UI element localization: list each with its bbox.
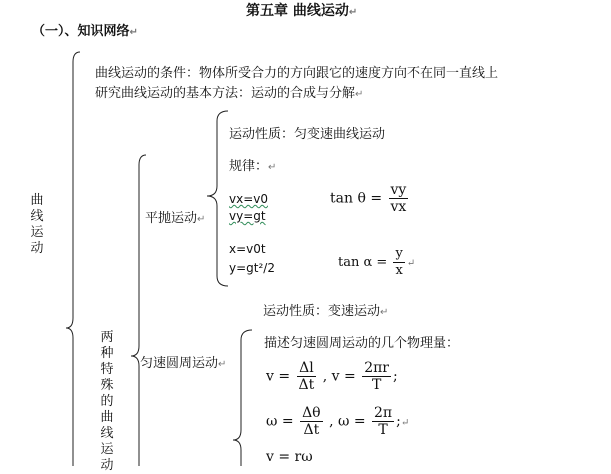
condition-text: 曲线运动的条件：物体所受合力的方向跟它的速度方向不在同一直线上 <box>95 66 499 81</box>
formula-vx: vx=v0 <box>229 192 268 206</box>
circular-label: 匀速圆周运动↵ <box>140 356 227 371</box>
method-text: 研究曲线运动的基本方法：运动的合成与分解↵ <box>95 86 364 101</box>
projectile-label: 平抛运动↵ <box>145 211 206 226</box>
circular-nature: 运动性质：变速运动↵ <box>263 304 389 319</box>
circular-describe: 描述匀速圆周运动的几个物理量： <box>264 336 460 351</box>
projectile-nature: 运动性质：匀变速曲线运动 <box>229 127 386 142</box>
formula-tan-alpha: tan α = $\frac{y}{x}$ ↵ <box>338 246 416 278</box>
formula-tan-theta: tan θ = $\frac{vy}{vx}$ <box>330 182 407 215</box>
root-label: 曲线运动 <box>30 193 44 256</box>
root-brace <box>66 52 80 466</box>
special-brace <box>131 155 146 466</box>
formula-y: y=gt²/2 <box>229 261 275 275</box>
formula-v-rw: v = rω <box>266 449 313 465</box>
chapter-title: 第五章 曲线运动↵ <box>246 3 358 19</box>
formula-x: x=v0t <box>229 242 266 256</box>
formula-velocity: v = $\frac{\Delta l}{\Delta t}$ , v = $\frac{2\pi r}{T}$ ; <box>266 360 398 393</box>
formula-vy: vy=gt <box>229 209 266 223</box>
projectile-law-label: 规律：↵ <box>229 159 277 174</box>
circular-brace <box>233 330 252 466</box>
projectile-brace <box>207 111 228 286</box>
section-title: （一）、知识网络↵ <box>32 24 138 39</box>
formula-angular-velocity: ω = $\frac{\Delta\theta}{\Delta t}$ , ω = $\frac{2\pi}{T}$ ;↵ <box>266 405 410 438</box>
special-label: 两种特殊的曲线运动 <box>100 330 114 473</box>
